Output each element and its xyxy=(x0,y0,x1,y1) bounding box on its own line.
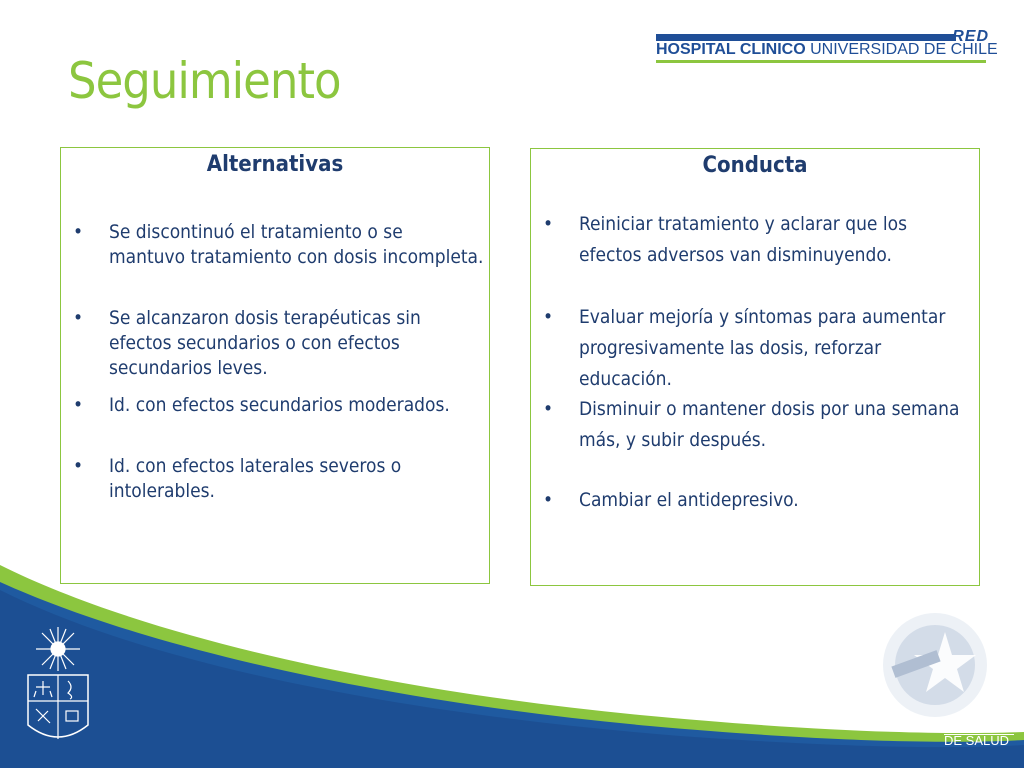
list-item-text: Evaluar mejoría y síntomas para aumentar progresivamente las dosis, reforzar educación. xyxy=(579,306,946,390)
bullet-icon: • xyxy=(73,307,84,329)
bullet-icon: • xyxy=(73,394,84,416)
list-item-text: Id. con efectos laterales severos o intolerables. xyxy=(109,455,402,502)
superintendencia-main: DE SALUD xyxy=(944,734,1014,747)
list-item-text: Disminuir o mantener dosis por una semana más, y subir después. xyxy=(579,398,960,451)
logo-red-label: RED xyxy=(952,28,989,45)
logo-text xyxy=(656,41,998,59)
list-item-text: Reiniciar tratamiento y aclarar que los efectos adversos van disminuyendo. xyxy=(579,213,907,266)
list-item xyxy=(543,302,974,395)
logo-green-bar xyxy=(656,60,986,63)
bullet-icon: • xyxy=(543,306,554,328)
list-item xyxy=(543,394,974,456)
university-crest-icon xyxy=(22,625,94,751)
accreditation-label: Acreditación certificada por xyxy=(944,718,1005,724)
conduct-box xyxy=(530,148,980,586)
list-item-text: Se discontinuó el tratamiento o se mantuvo tratamiento con dosis incompleta. xyxy=(109,221,484,268)
list-item xyxy=(73,454,484,504)
list-item xyxy=(543,209,974,271)
conduct-heading: Conducta xyxy=(702,153,808,178)
bullet-icon: • xyxy=(73,455,84,477)
list-item xyxy=(73,306,484,381)
list-item-text: Se alcanzaron dosis terapéuticas sin efectos secundarios o con efectos secundarios leves. xyxy=(109,307,421,379)
bullet-icon: • xyxy=(543,213,554,235)
bullet-icon: • xyxy=(543,398,554,420)
list-item xyxy=(543,485,974,516)
logo-hospital-name: HOSPITAL CLINICO xyxy=(656,41,806,58)
hospital-logo xyxy=(650,28,998,64)
alternatives-heading: Alternativas xyxy=(206,152,344,177)
logo-university-name: UNIVERSIDAD DE CHILE xyxy=(810,41,998,58)
list-item-text: Id. con efectos secundarios moderados. xyxy=(109,394,450,416)
list-item xyxy=(73,220,484,270)
logo-blue-bar xyxy=(656,34,956,41)
list-item-text: Cambiar el antidepresivo. xyxy=(579,489,799,511)
accreditation-seal-icon xyxy=(880,610,990,720)
alternatives-box xyxy=(60,147,490,584)
bullet-icon: • xyxy=(73,221,84,243)
list-item xyxy=(73,393,484,418)
footer-wave xyxy=(0,540,1024,768)
bullet-icon: • xyxy=(543,489,554,511)
superintendencia-logo xyxy=(944,728,1014,747)
superintendencia-top: SUPERINTENDENCIA xyxy=(944,728,1006,734)
slide-title: Seguimiento xyxy=(68,52,341,110)
